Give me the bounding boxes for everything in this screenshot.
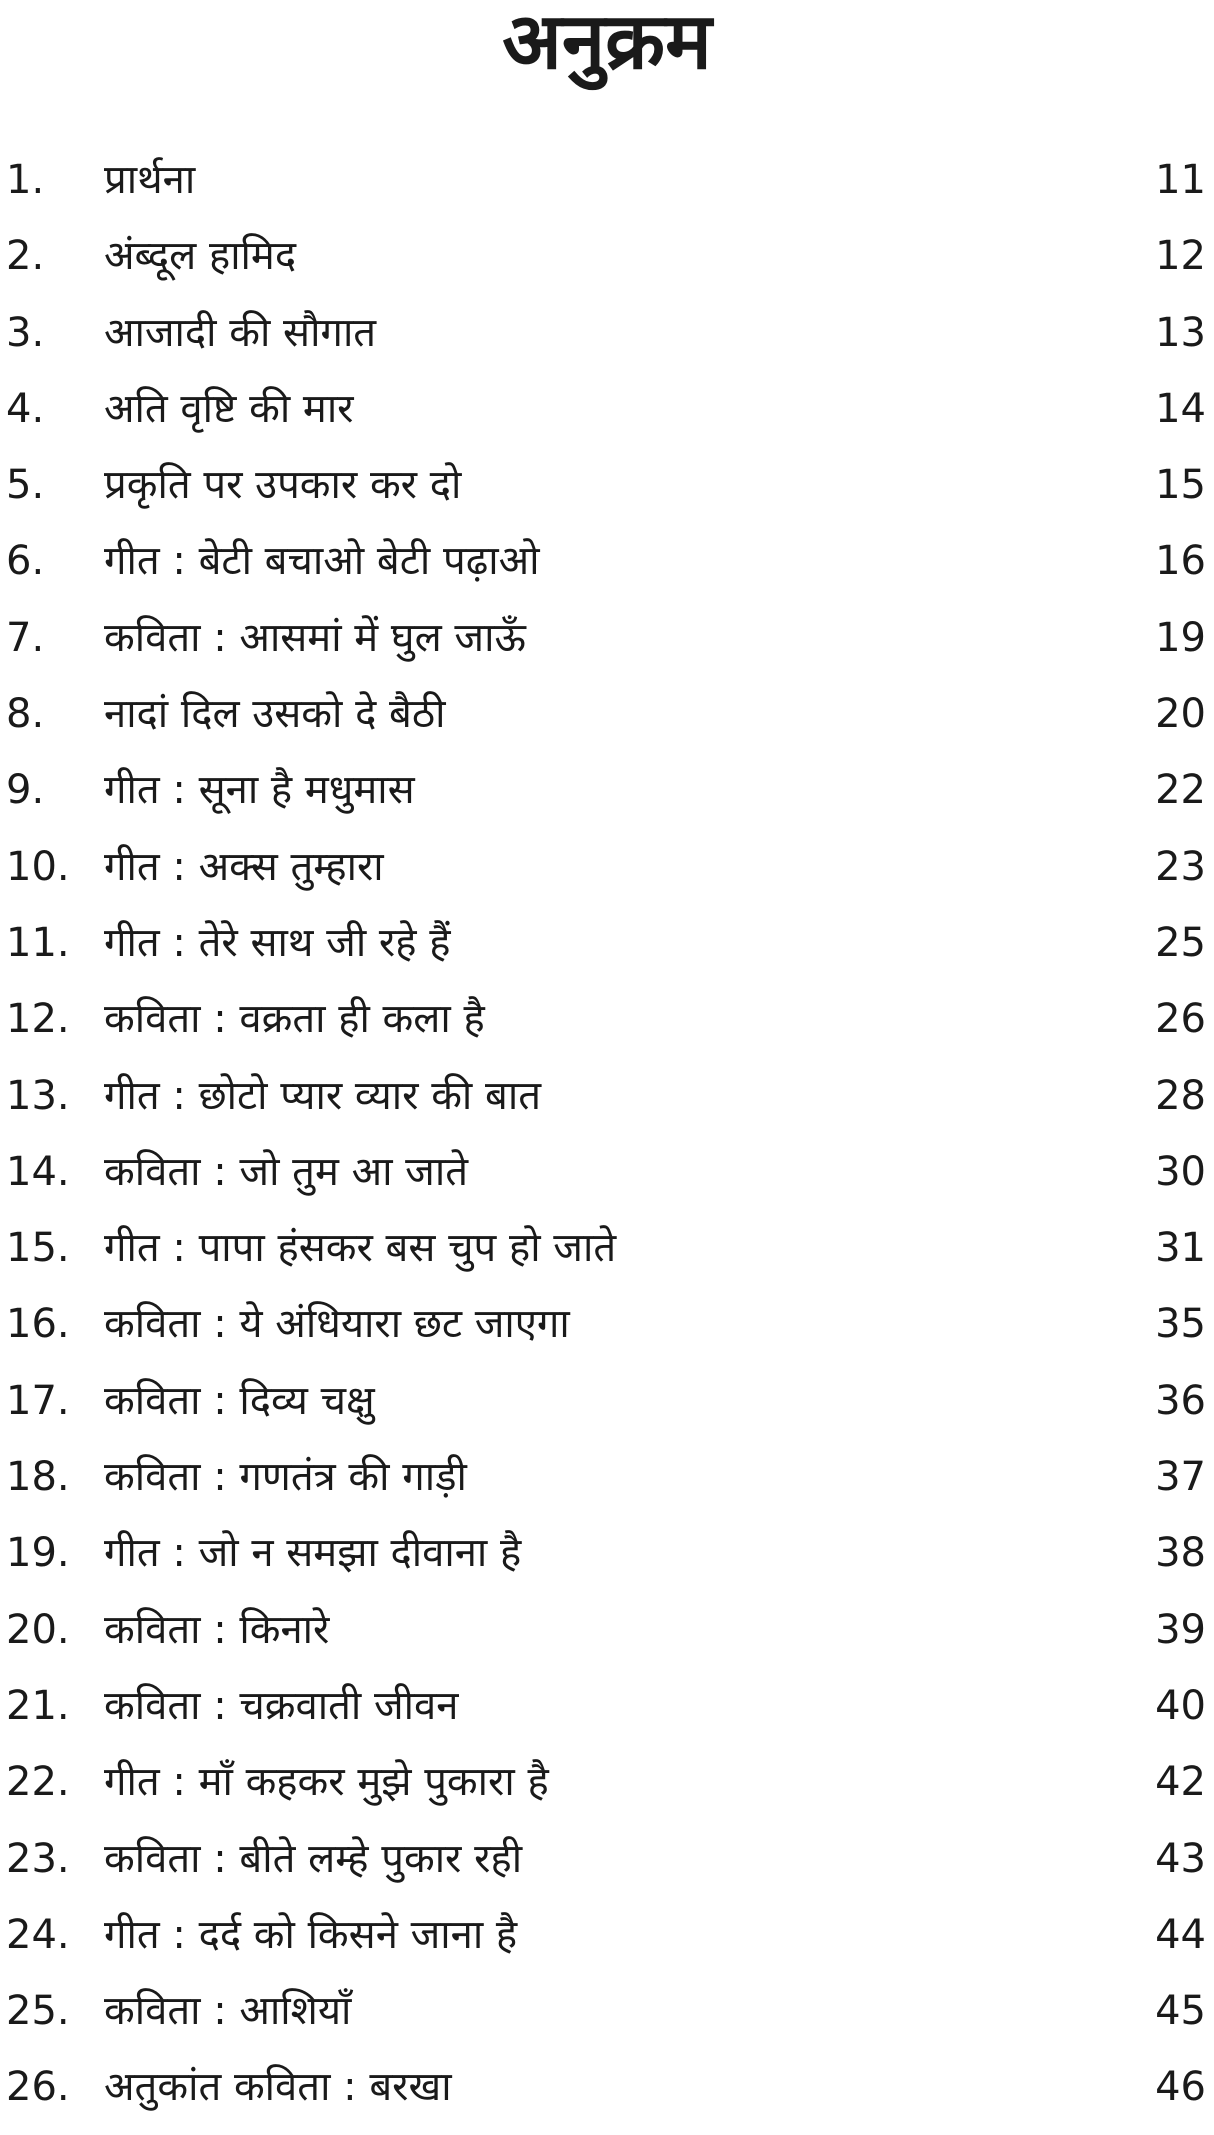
entry-number: 6. <box>6 538 45 585</box>
entry-number: 21. <box>6 1682 70 1729</box>
entry-page-number: 20 <box>1155 691 1206 738</box>
entry-page-number: 36 <box>1155 1377 1206 1424</box>
toc-entry <box>0 447 1214 523</box>
entry-title: कविता : ये अंधियारा छट जाएगा <box>104 1301 570 1348</box>
toc-entry <box>0 905 1214 981</box>
toc-entry <box>0 523 1214 599</box>
entry-number: 19. <box>6 1530 70 1577</box>
toc-entry <box>0 1668 1214 1744</box>
toc-entry <box>0 676 1214 752</box>
entry-number: 13. <box>6 1072 70 1119</box>
entry-number: 24. <box>6 1911 70 1958</box>
entry-page-number: 42 <box>1155 1759 1206 1806</box>
toc-entry <box>0 829 1214 905</box>
entry-number: 12. <box>6 996 70 1043</box>
entry-page-number: 12 <box>1155 233 1206 280</box>
entry-page-number: 19 <box>1155 614 1206 661</box>
entry-page-number: 46 <box>1155 2064 1206 2111</box>
entry-number: 9. <box>6 767 45 814</box>
entry-number: 4. <box>6 385 45 432</box>
entry-number: 1. <box>6 157 45 203</box>
entry-title: आजादी की सौगात <box>104 309 377 356</box>
toc-entry <box>0 142 1214 218</box>
entry-page-number: 11 <box>1155 157 1206 203</box>
entry-title: कविता : जो तुम आ जाते <box>104 1148 469 1195</box>
entry-title: अति वृष्टि की मार <box>104 385 354 432</box>
entry-title: गीत : अक्स तुम्हारा <box>104 843 384 890</box>
entry-page-number: 44 <box>1155 1911 1206 1958</box>
entry-number: 7. <box>6 614 45 661</box>
toc-entry <box>0 1821 1214 1897</box>
toc-entry <box>0 1286 1214 1362</box>
toc-entry <box>0 295 1214 371</box>
entry-title: गीत : सूना है मधुमास <box>104 767 415 814</box>
entry-page-number: 37 <box>1155 1454 1206 1501</box>
toc-entry <box>0 1439 1214 1515</box>
entry-number: 2. <box>6 233 45 280</box>
toc-entry <box>0 1897 1214 1973</box>
entry-title: अंब्दूल हामिद <box>104 233 297 280</box>
entry-number: 16. <box>6 1301 70 1348</box>
entry-page-number: 26 <box>1155 996 1206 1043</box>
entry-number: 25. <box>6 1988 70 2035</box>
entry-page-number: 13 <box>1155 309 1206 356</box>
entry-page-number: 43 <box>1155 1835 1206 1882</box>
entry-number: 11. <box>6 919 70 966</box>
entry-title: कविता : चक्रवाती जीवन <box>104 1682 459 1729</box>
entry-title: कविता : दिव्य चक्षु <box>104 1377 375 1424</box>
entry-page-number: 45 <box>1155 1988 1206 2035</box>
entry-number: 10. <box>6 843 70 890</box>
entry-title: प्रकृति पर उपकार कर दो <box>104 462 462 509</box>
entry-number: 14. <box>6 1148 70 1195</box>
entry-title: प्रार्थना <box>104 157 196 203</box>
toc-entry <box>0 1973 1214 2049</box>
entry-title: कविता : आशियाँ <box>104 1988 352 2035</box>
entry-page-number: 31 <box>1155 1225 1206 1272</box>
entry-page-number: 30 <box>1155 1148 1206 1195</box>
entry-title: गीत : पापा हंसकर बस चुप हो जाते <box>104 1225 617 1272</box>
entry-title: गीत : माँ कहकर मुझे पुकारा है <box>104 1759 549 1806</box>
entry-number: 3. <box>6 309 45 356</box>
toc-entry <box>0 218 1214 294</box>
entry-page-number: 38 <box>1155 1530 1206 1577</box>
entry-number: 20. <box>6 1606 70 1653</box>
entry-page-number: 25 <box>1155 919 1206 966</box>
entry-number: 17. <box>6 1377 70 1424</box>
toc-entry <box>0 1592 1214 1668</box>
entry-title: कविता : गणतंत्र की गाड़ी <box>104 1454 467 1501</box>
table-of-contents <box>0 142 1214 2126</box>
entry-page-number: 40 <box>1155 1682 1206 1729</box>
toc-entry <box>0 1058 1214 1134</box>
entry-page-number: 14 <box>1155 385 1206 432</box>
entry-number: 15. <box>6 1225 70 1272</box>
entry-number: 5. <box>6 462 45 509</box>
entry-page-number: 28 <box>1155 1072 1206 1119</box>
entry-title: गीत : दर्द को किसने जाना है <box>104 1911 518 1958</box>
entry-page-number: 39 <box>1155 1606 1206 1653</box>
entry-number: 8. <box>6 691 45 738</box>
page-title: अनुक्रम <box>502 0 712 87</box>
toc-entry <box>0 600 1214 676</box>
entry-page-number: 35 <box>1155 1301 1206 1348</box>
entry-title: कविता : आसमां में घुल जाऊँ <box>104 614 526 661</box>
entry-page-number: 16 <box>1155 538 1206 585</box>
toc-entry <box>0 1363 1214 1439</box>
toc-entry <box>0 1134 1214 1210</box>
toc-entry <box>0 752 1214 828</box>
entry-title: कविता : वक्रता ही कला है <box>104 996 485 1043</box>
entry-number: 18. <box>6 1454 70 1501</box>
toc-entry <box>0 1515 1214 1591</box>
entry-number: 26. <box>6 2064 70 2111</box>
entry-title: गीत : छोटो प्यार व्यार की बात <box>104 1072 542 1119</box>
entry-title: कविता : किनारे <box>104 1606 330 1653</box>
entry-title: नादां दिल उसको दे बैठी <box>104 691 446 738</box>
toc-entry <box>0 981 1214 1057</box>
entry-page-number: 15 <box>1155 462 1206 509</box>
toc-entry <box>0 371 1214 447</box>
entry-page-number: 23 <box>1155 843 1206 890</box>
toc-entry <box>0 2049 1214 2125</box>
toc-entry <box>0 1210 1214 1286</box>
entry-page-number: 22 <box>1155 767 1206 814</box>
toc-entry <box>0 1744 1214 1820</box>
entry-title: गीत : जो न समझा दीवाना है <box>104 1530 522 1577</box>
entry-title: गीत : बेटी बचाओ बेटी पढ़ाओ <box>104 538 540 585</box>
entry-number: 23. <box>6 1835 70 1882</box>
entry-title: अतुकांत कविता : बरखा <box>104 2064 452 2111</box>
entry-title: कविता : बीते लम्हे पुकार रही <box>104 1835 523 1882</box>
entry-title: गीत : तेरे साथ जी रहे हैं <box>104 919 451 966</box>
entry-number: 22. <box>6 1759 70 1806</box>
